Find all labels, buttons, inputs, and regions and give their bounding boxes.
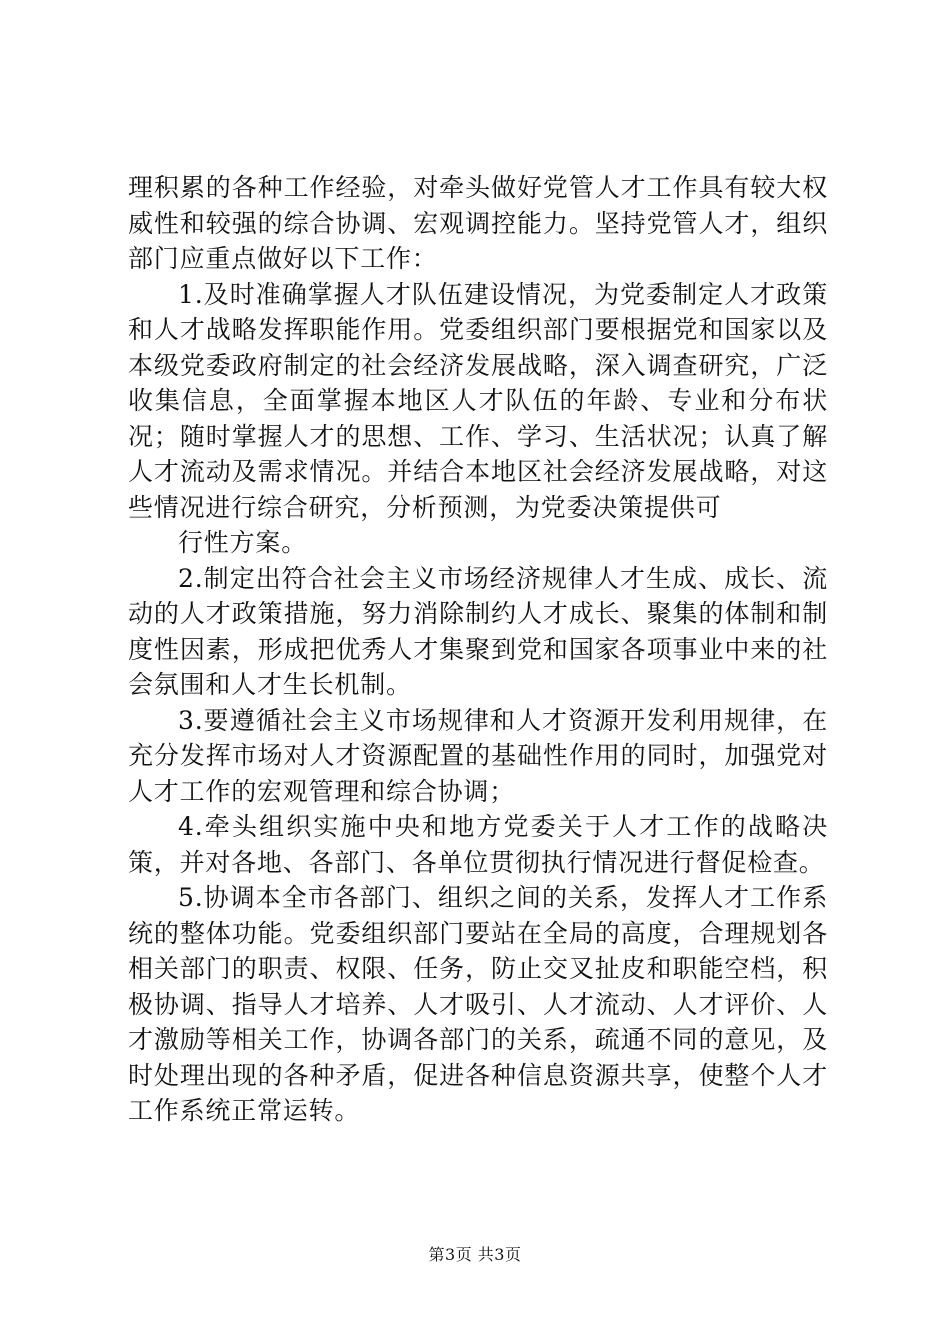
paragraph-item-1-tail: 行性方案。: [178, 528, 308, 557]
page-number: 第3页 共3页: [428, 1245, 522, 1264]
paragraph-item-4: 4.牵头组织实施中央和地方党委关于人才工作的战略决策，并对各地、各部门、各单位贯彻执行情况进行督促检查。: [128, 812, 828, 877]
paragraph-item-5: 5.协调本全市各部门、组织之间的关系，发挥人才工作系统的整体功能。党委组织部门要站在全局的高度，合理规划各相关部门的职责、权限、任务，防止交叉扯皮和职能空档，积极协调、指导人才培养、人才吸引、人才流动、人才评价、人才激励等相关工作，协调各部门的关系，疏通不同的意见，及时处理出现的各种矛盾，促进各种信息资源共享，使整个人才工作系统正常运转。: [128, 883, 828, 1125]
paragraph-item-3: 3.要遵循社会主义市场规律和人才资源开发利用规律，在充分发挥市场对人才资源配置的基础性作用的同时，加强党对人才工作的宏观管理和综合协调；: [128, 705, 828, 806]
paragraph-item-2: 2.制定出符合社会主义市场经济规律人才生成、成长、流动的人才政策措施，努力消除制约人才成长、聚集的体制和制度性因素，形成把优秀人才集聚到党和国家各项事业中来的社会氛围和人才生长机制。: [128, 563, 828, 699]
paragraph-continuation: 理积累的各种工作经验，对牵头做好党管人才工作具有较大权威性和较强的综合协调、宏观调控能力。坚持党管人才，组织部门应重点做好以下工作：: [128, 173, 828, 273]
page-footer: [0, 1242, 950, 1265]
paragraph-item-1: 1.及时准确掌握人才队伍建设情况，为党委制定人才政策和人才战略发挥职能作用。党委组织部门要根据党和国家以及本级党委政府制定的社会经济发展战略，深入调查研究，广泛收集信息，全面掌握本地区人才队伍的年龄、专业和分布状况；随时掌握人才的思想、工作、学习、生活状况；认真了解人才流动及需求情况。并结合本地区社会经济发展战略，对这些情况进行综合研究，分析预测，为党委决策提供可: [128, 279, 828, 522]
document-body: [128, 170, 828, 1129]
